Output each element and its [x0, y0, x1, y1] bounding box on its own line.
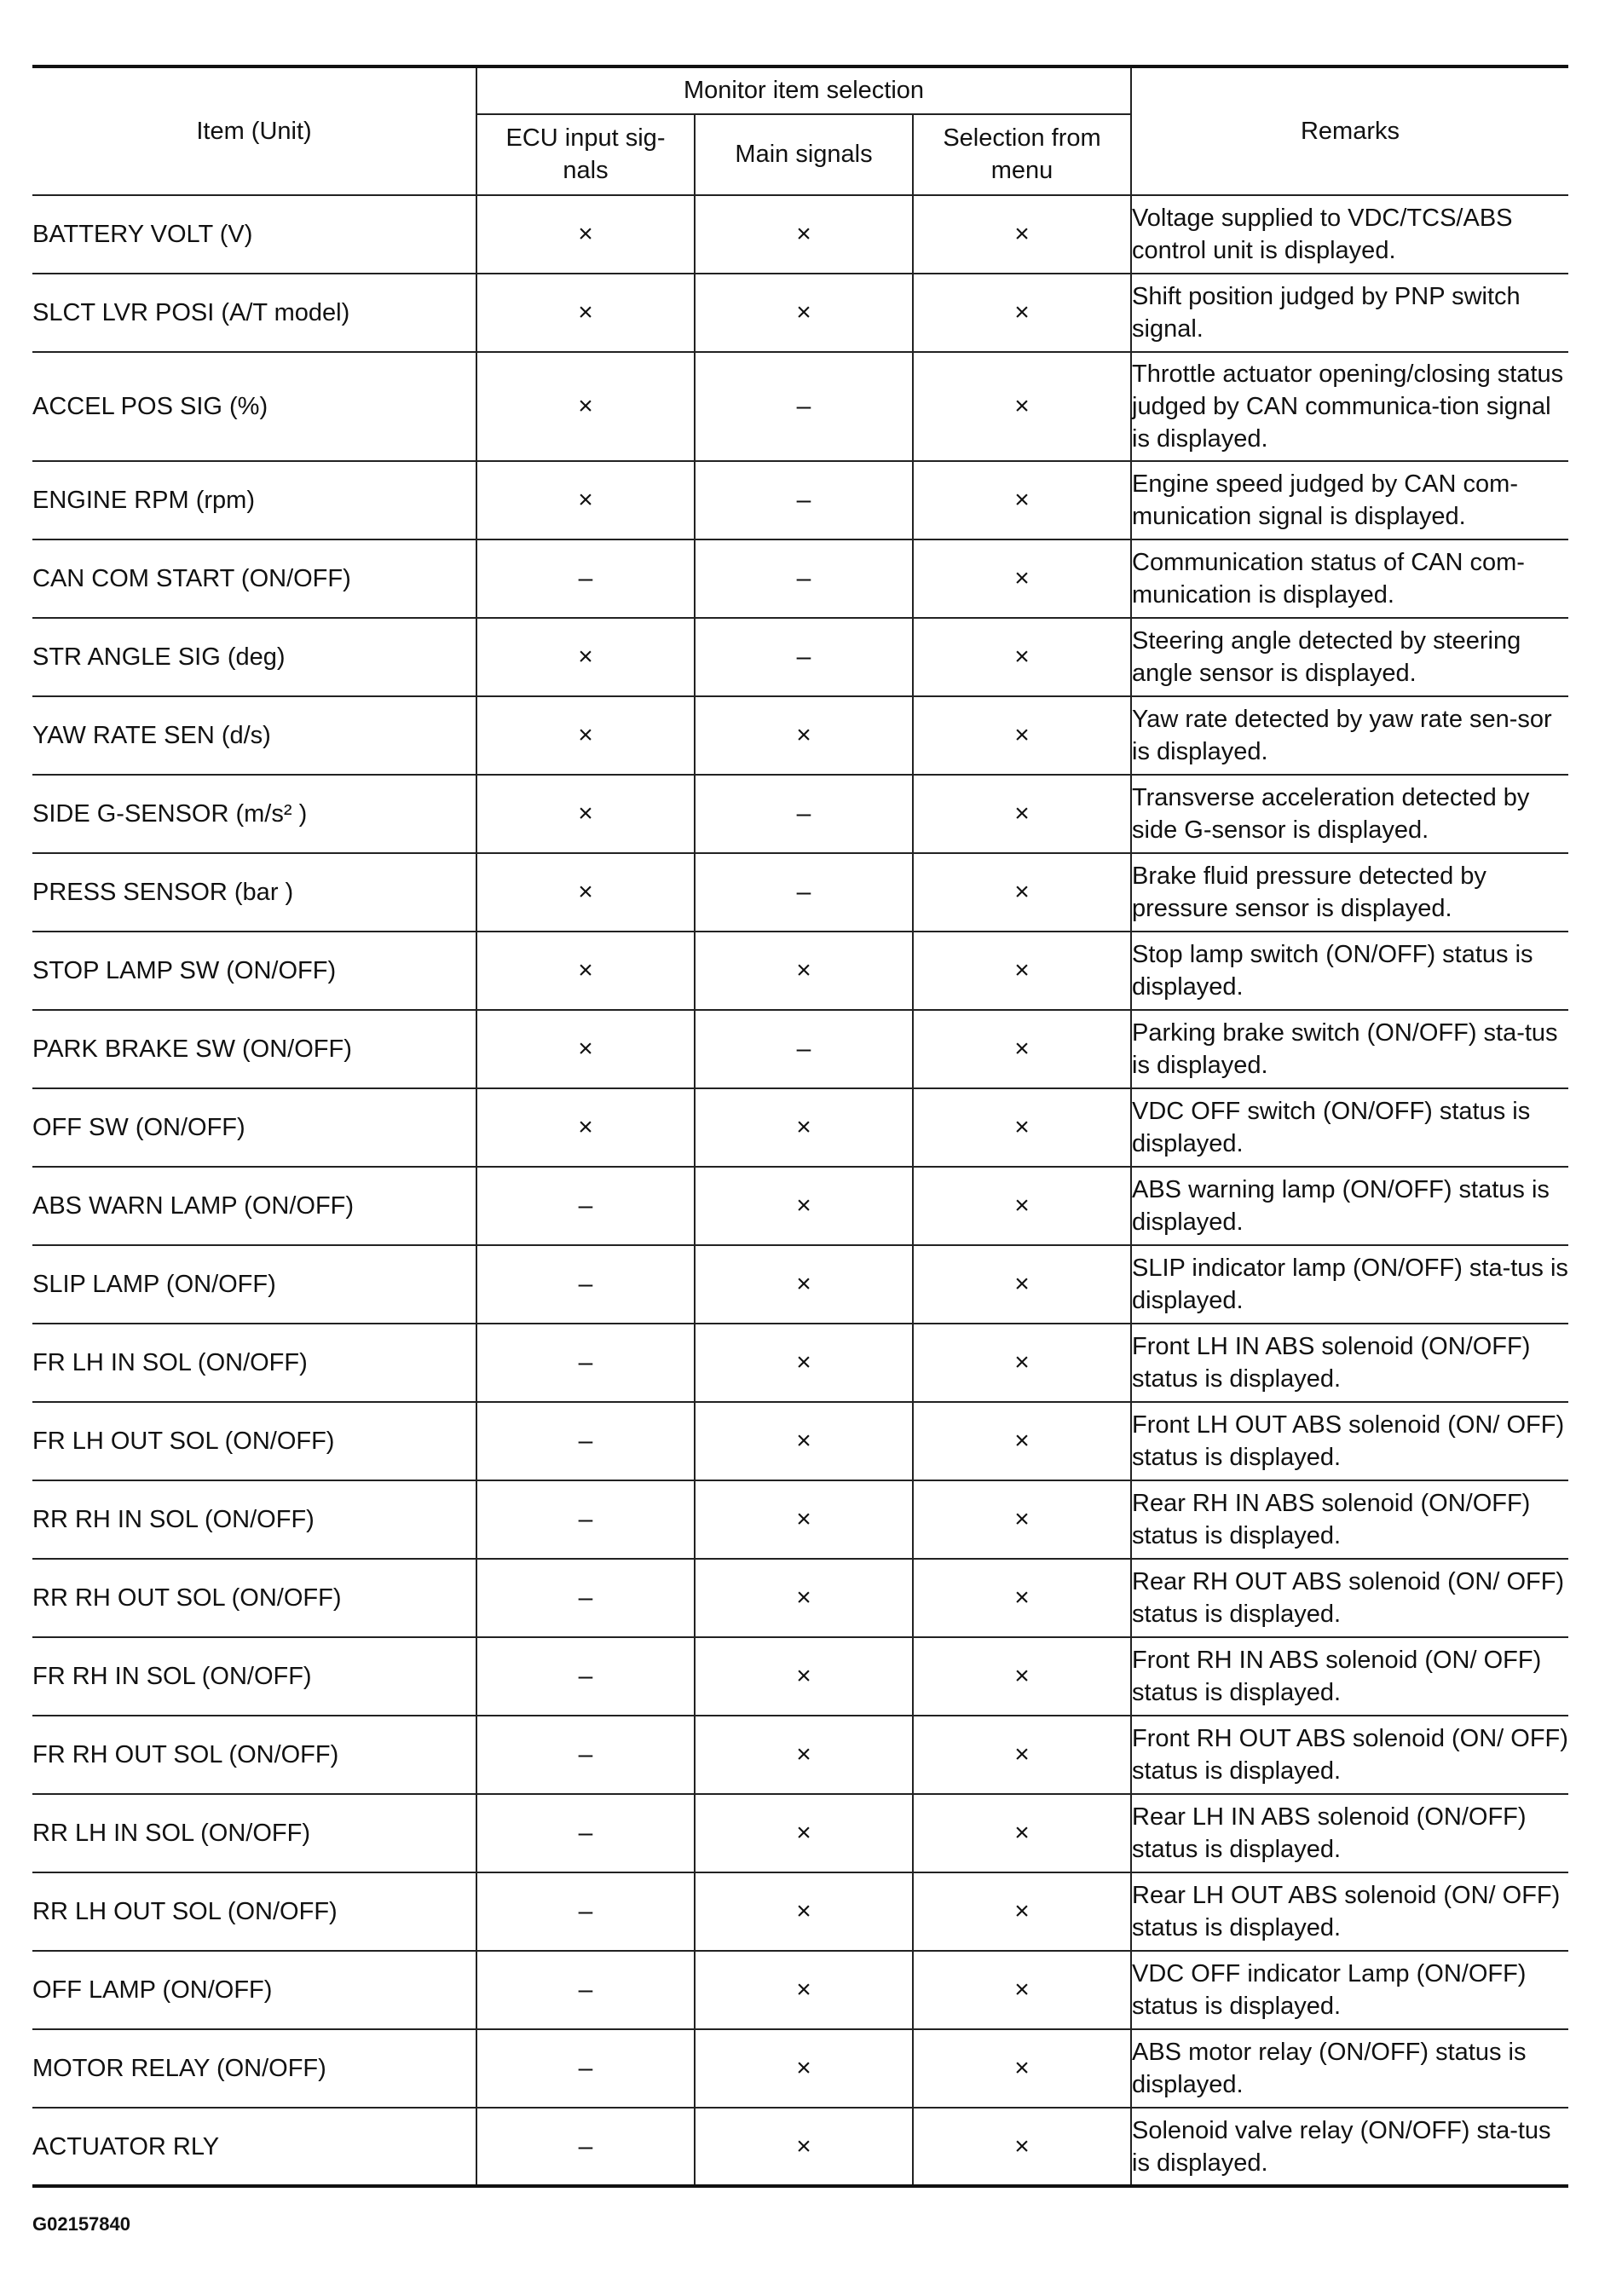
main-signals-mark: – — [695, 618, 913, 696]
table-body — [32, 195, 1568, 2186]
table-row — [32, 932, 1568, 1010]
table-header — [32, 66, 1568, 195]
item-cell: RR RH IN SOL (ON/OFF) — [32, 1480, 476, 1559]
selection-from-menu-mark: × — [913, 1716, 1131, 1794]
table-row — [32, 1402, 1568, 1480]
table-row — [32, 1324, 1568, 1402]
item-cell: ACCEL POS SIG (%) — [32, 352, 476, 461]
selection-from-menu-mark: × — [913, 1559, 1131, 1637]
main-signals-mark: × — [695, 1088, 913, 1167]
selection-from-menu-mark: × — [913, 1088, 1131, 1167]
item-cell: PARK BRAKE SW (ON/OFF) — [32, 1010, 476, 1088]
header-ecu-input-signals: ECU input sig- nals — [476, 114, 695, 195]
remarks-cell: Voltage supplied to VDC/TCS/ABS control unit is displayed. — [1131, 195, 1568, 274]
selection-from-menu-mark: × — [913, 1167, 1131, 1245]
item-cell: RR LH OUT SOL (ON/OFF) — [32, 1872, 476, 1951]
main-signals-mark: × — [695, 932, 913, 1010]
main-signals-mark: × — [695, 1480, 913, 1559]
header-monitor-item-selection: Monitor item selection — [476, 66, 1131, 114]
selection-from-menu-mark: × — [913, 618, 1131, 696]
remarks-cell: Brake fluid pressure detected by pressure sensor is displayed. — [1131, 853, 1568, 932]
main-signals-mark: – — [695, 461, 913, 539]
remarks-cell: Front RH OUT ABS solenoid (ON/ OFF) status is displayed. — [1131, 1716, 1568, 1794]
selection-from-menu-mark: × — [913, 1245, 1131, 1324]
ecu-input-mark: × — [476, 853, 695, 932]
remarks-cell: Shift position judged by PNP switch signal. — [1131, 274, 1568, 352]
table-row — [32, 1559, 1568, 1637]
header-selection-from-menu: Selection from menu — [913, 114, 1131, 195]
item-cell: SLCT LVR POSI (A/T model) — [32, 274, 476, 352]
ecu-input-mark: – — [476, 1872, 695, 1951]
item-cell: STR ANGLE SIG (deg) — [32, 618, 476, 696]
table-row — [32, 274, 1568, 352]
table-row — [32, 696, 1568, 775]
ecu-input-mark: – — [476, 539, 695, 618]
selection-from-menu-mark: × — [913, 2029, 1131, 2108]
main-signals-mark: – — [695, 1010, 913, 1088]
item-cell: MOTOR RELAY (ON/OFF) — [32, 2029, 476, 2108]
selection-from-menu-mark: × — [913, 1402, 1131, 1480]
table-row — [32, 2029, 1568, 2108]
ecu-input-mark: × — [476, 618, 695, 696]
ecu-input-mark: – — [476, 1402, 695, 1480]
table-row — [32, 539, 1568, 618]
item-cell: CAN COM START (ON/OFF) — [32, 539, 476, 618]
item-cell: ENGINE RPM (rpm) — [32, 461, 476, 539]
header-remarks: Remarks — [1131, 66, 1568, 195]
remarks-cell: Parking brake switch (ON/OFF) sta-tus is displayed. — [1131, 1010, 1568, 1088]
item-cell: FR RH OUT SOL (ON/OFF) — [32, 1716, 476, 1794]
table-row — [32, 1872, 1568, 1951]
main-signals-mark: × — [695, 1167, 913, 1245]
table-row — [32, 1794, 1568, 1872]
ecu-input-mark: – — [476, 1951, 695, 2029]
item-cell: STOP LAMP SW (ON/OFF) — [32, 932, 476, 1010]
table-row — [32, 618, 1568, 696]
item-cell: FR LH OUT SOL (ON/OFF) — [32, 1402, 476, 1480]
ecu-input-mark: × — [476, 696, 695, 775]
remarks-cell: Yaw rate detected by yaw rate sen-sor is displayed. — [1131, 696, 1568, 775]
table-row — [32, 1637, 1568, 1716]
selection-from-menu-mark: × — [913, 1637, 1131, 1716]
ecu-input-mark: × — [476, 274, 695, 352]
ecu-input-mark: – — [476, 1716, 695, 1794]
table-row — [32, 775, 1568, 853]
selection-from-menu-mark: × — [913, 2108, 1131, 2186]
remarks-cell: ABS warning lamp (ON/OFF) status is displayed. — [1131, 1167, 1568, 1245]
ecu-input-mark: – — [476, 1637, 695, 1716]
main-signals-mark: – — [695, 539, 913, 618]
figure-code: G02157840 — [32, 2213, 130, 2235]
selection-from-menu-mark: × — [913, 539, 1131, 618]
ecu-input-mark: × — [476, 352, 695, 461]
header-row-top — [32, 66, 1568, 114]
table-row — [32, 352, 1568, 461]
table-row — [32, 1167, 1568, 1245]
main-signals-mark: × — [695, 274, 913, 352]
remarks-cell: Solenoid valve relay (ON/OFF) sta-tus is displayed. — [1131, 2108, 1568, 2186]
item-cell: YAW RATE SEN (d/s) — [32, 696, 476, 775]
selection-from-menu-mark: × — [913, 696, 1131, 775]
item-cell: RR RH OUT SOL (ON/OFF) — [32, 1559, 476, 1637]
item-cell: PRESS SENSOR (bar ) — [32, 853, 476, 932]
main-signals-mark: – — [695, 853, 913, 932]
item-cell: FR RH IN SOL (ON/OFF) — [32, 1637, 476, 1716]
ecu-input-mark: – — [476, 1480, 695, 1559]
remarks-cell: SLIP indicator lamp (ON/OFF) sta-tus is displayed. — [1131, 1245, 1568, 1324]
ecu-input-mark: × — [476, 1088, 695, 1167]
main-signals-mark: × — [695, 1245, 913, 1324]
selection-from-menu-mark: × — [913, 195, 1131, 274]
ecu-input-mark: – — [476, 2029, 695, 2108]
header-main-signals: Main signals — [695, 114, 913, 195]
table-row — [32, 1088, 1568, 1167]
selection-from-menu-mark: × — [913, 1324, 1131, 1402]
remarks-cell: VDC OFF switch (ON/OFF) status is displayed. — [1131, 1088, 1568, 1167]
remarks-cell: Transverse acceleration detected by side G-sensor is displayed. — [1131, 775, 1568, 853]
main-signals-mark: × — [695, 2029, 913, 2108]
main-signals-mark: – — [695, 775, 913, 853]
selection-from-menu-mark: × — [913, 274, 1131, 352]
ecu-input-mark: – — [476, 1245, 695, 1324]
item-cell: ABS WARN LAMP (ON/OFF) — [32, 1167, 476, 1245]
ecu-input-mark: × — [476, 1010, 695, 1088]
item-cell: RR LH IN SOL (ON/OFF) — [32, 1794, 476, 1872]
ecu-input-mark: × — [476, 932, 695, 1010]
remarks-cell: Rear RH OUT ABS solenoid (ON/ OFF) status is displayed. — [1131, 1559, 1568, 1637]
remarks-cell: Steering angle detected by steering angle sensor is displayed. — [1131, 618, 1568, 696]
header-item-unit: Item (Unit) — [32, 66, 476, 195]
item-cell: FR LH IN SOL (ON/OFF) — [32, 1324, 476, 1402]
main-signals-mark: × — [695, 1402, 913, 1480]
item-cell: BATTERY VOLT (V) — [32, 195, 476, 274]
ecu-input-mark: × — [476, 461, 695, 539]
selection-from-menu-mark: × — [913, 1480, 1131, 1559]
remarks-cell: Stop lamp switch (ON/OFF) status is displayed. — [1131, 932, 1568, 1010]
remarks-cell: Throttle actuator opening/closing status judged by CAN communica-tion signal is displayed. — [1131, 352, 1568, 461]
selection-from-menu-mark: × — [913, 775, 1131, 853]
table-row — [32, 1716, 1568, 1794]
selection-from-menu-mark: × — [913, 932, 1131, 1010]
main-signals-mark: × — [695, 1637, 913, 1716]
main-signals-mark: × — [695, 1324, 913, 1402]
table-row — [32, 195, 1568, 274]
table-row — [32, 1480, 1568, 1559]
selection-from-menu-mark: × — [913, 1951, 1131, 2029]
ecu-input-mark: × — [476, 775, 695, 853]
selection-from-menu-mark: × — [913, 1794, 1131, 1872]
main-signals-mark: × — [695, 1794, 913, 1872]
remarks-cell: Communication status of CAN com-munication is displayed. — [1131, 539, 1568, 618]
item-cell: OFF LAMP (ON/OFF) — [32, 1951, 476, 2029]
selection-from-menu-mark: × — [913, 1010, 1131, 1088]
ecu-input-mark: × — [476, 195, 695, 274]
main-signals-mark: × — [695, 1716, 913, 1794]
ecu-input-mark: – — [476, 1167, 695, 1245]
selection-from-menu-mark: × — [913, 853, 1131, 932]
remarks-cell: Front RH IN ABS solenoid (ON/ OFF) status is displayed. — [1131, 1637, 1568, 1716]
item-cell: SLIP LAMP (ON/OFF) — [32, 1245, 476, 1324]
monitor-item-table — [32, 65, 1568, 2188]
item-cell: OFF SW (ON/OFF) — [32, 1088, 476, 1167]
main-signals-mark: × — [695, 696, 913, 775]
table-row — [32, 1951, 1568, 2029]
main-signals-mark: × — [695, 1559, 913, 1637]
ecu-input-mark: – — [476, 2108, 695, 2186]
remarks-cell: Rear LH OUT ABS solenoid (ON/ OFF) status is displayed. — [1131, 1872, 1568, 1951]
remarks-cell: Engine speed judged by CAN com-munication signal is displayed. — [1131, 461, 1568, 539]
selection-from-menu-mark: × — [913, 352, 1131, 461]
remarks-cell: Front LH OUT ABS solenoid (ON/ OFF) status is displayed. — [1131, 1402, 1568, 1480]
ecu-input-mark: – — [476, 1794, 695, 1872]
remarks-cell: ABS motor relay (ON/OFF) status is displayed. — [1131, 2029, 1568, 2108]
table-row — [32, 461, 1568, 539]
main-signals-mark: × — [695, 2108, 913, 2186]
main-signals-mark: × — [695, 195, 913, 274]
selection-from-menu-mark: × — [913, 1872, 1131, 1951]
table-row — [32, 853, 1568, 932]
remarks-cell: VDC OFF indicator Lamp (ON/OFF) status is displayed. — [1131, 1951, 1568, 2029]
item-cell: SIDE G-SENSOR (m/s² ) — [32, 775, 476, 853]
selection-from-menu-mark: × — [913, 461, 1131, 539]
ecu-input-mark: – — [476, 1559, 695, 1637]
item-cell: ACTUATOR RLY — [32, 2108, 476, 2186]
remarks-cell: Rear RH IN ABS solenoid (ON/OFF) status is displayed. — [1131, 1480, 1568, 1559]
main-signals-mark: × — [695, 1951, 913, 2029]
main-signals-mark: – — [695, 352, 913, 461]
table-row — [32, 1245, 1568, 1324]
remarks-cell: Rear LH IN ABS solenoid (ON/OFF) status is displayed. — [1131, 1794, 1568, 1872]
monitor-item-table-container — [32, 65, 1568, 2188]
ecu-input-mark: – — [476, 1324, 695, 1402]
main-signals-mark: × — [695, 1872, 913, 1951]
table-row — [32, 1010, 1568, 1088]
remarks-cell: Front LH IN ABS solenoid (ON/OFF) status is displayed. — [1131, 1324, 1568, 1402]
table-row — [32, 2108, 1568, 2186]
